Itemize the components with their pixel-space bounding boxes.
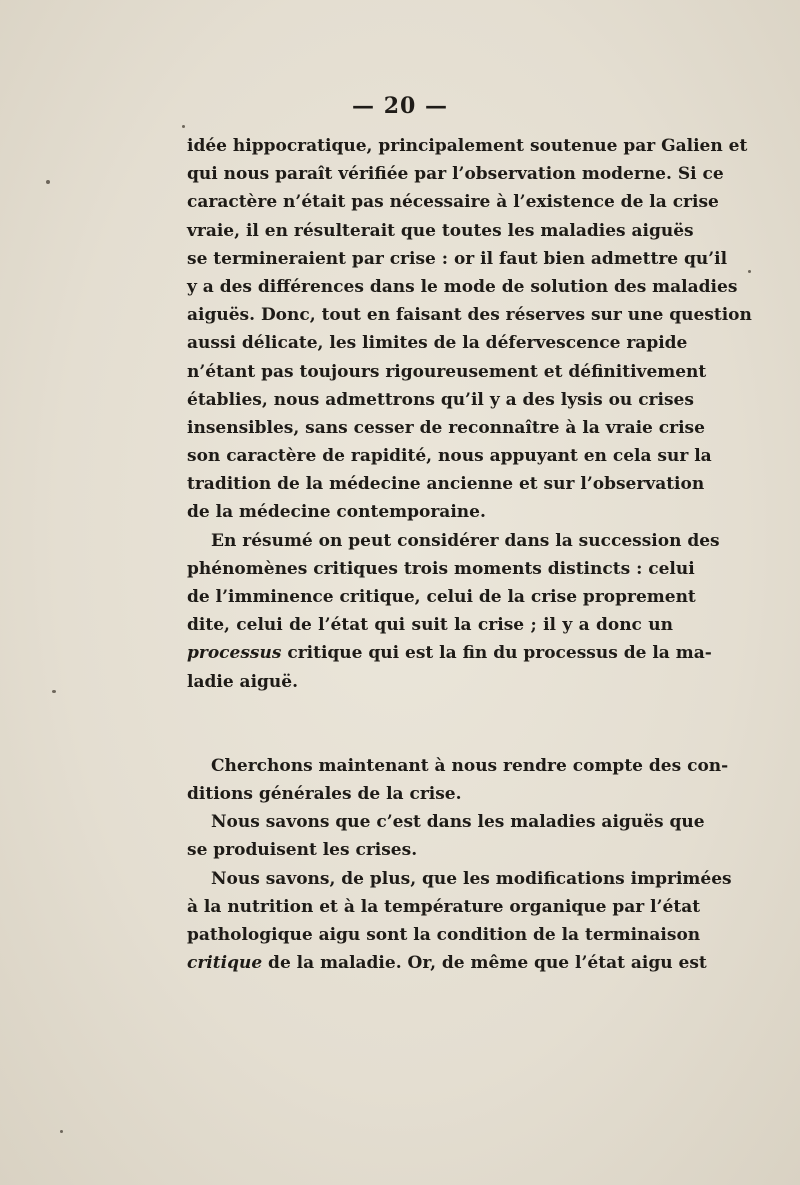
text-line: se produisent les crises. [187, 840, 418, 861]
text-line [187, 949, 707, 977]
text-line: tradition de la médecine ancienne et sur l’observation [187, 474, 705, 495]
text-segment: critique qui est la fin du processus de la ma- [281, 643, 712, 664]
paper-speck [46, 180, 50, 184]
text-line: qui nous paraît vérifiée par l’observation moderne. Si ce [187, 164, 724, 185]
text-line: pathologique aigu sont la condition de la terminaison [187, 924, 701, 945]
text-line: ladie aiguë. [187, 671, 299, 692]
italic-word: critique [187, 953, 263, 974]
paper-speck [60, 1130, 63, 1133]
paragraph-gap [187, 696, 673, 752]
text-line: Cherchons maintenant à nous rendre compte des con- [211, 755, 729, 776]
italic-word: processus [187, 643, 282, 664]
text-line: ditions générales de la crise. [187, 783, 462, 804]
paper-speck [182, 125, 185, 128]
text-line: phénomènes critiques trois moments distincts : celui [187, 558, 695, 579]
text-line: caractère n’était pas nécessaire à l’existence de la crise [187, 192, 719, 213]
text-line: se termineraient par crise : or il faut bien admettre qu’il [187, 248, 728, 269]
text-line: son caractère de rapidité, nous appuyant en cela sur la [187, 446, 712, 467]
text-line: En résumé on peut considérer dans la succession des [211, 530, 720, 551]
text-line: idée hippocratique, principalement soutenue par Galien et [187, 136, 748, 156]
text-line: dite, celui de l’état qui suit la crise ; il y a donc un [187, 615, 673, 636]
text-line: à la nutrition et à la température organique par l’état [187, 896, 701, 917]
page-number: — 20 — [352, 93, 448, 119]
text-line: Nous savons que c’est dans les maladies aiguës que [211, 812, 705, 833]
text-line: de l’imminence critique, celui de la crise proprement [187, 587, 696, 607]
paper-speck [52, 690, 56, 693]
text-line [187, 639, 712, 667]
text-line: n’étant pas toujours rigoureusement et définitivement [187, 361, 707, 382]
text-line: vraie, il en résulterait que toutes les maladies aiguës [187, 220, 694, 241]
paper-speck [748, 270, 751, 273]
text-line: insensibles, sans cesser de reconnaître à la vraie crise [187, 417, 705, 438]
text-line: établies, nous admettrons qu’il y a des lysis ou crises [187, 389, 694, 410]
text-line: Nous savons, de plus, que les modifications imprimées [211, 868, 732, 889]
text-line: aussi délicate, les limites de la défervescence rapide [187, 333, 688, 354]
text-line: y a des différences dans le mode de solution des maladies [187, 276, 738, 297]
text-line: de la médecine contemporaine. [187, 502, 486, 523]
text-segment: de la maladie. Or, de même que l’état aigu est [262, 953, 707, 974]
text-line: aiguës. Donc, tout en faisant des réserves sur une question [187, 305, 752, 326]
page-body [187, 132, 752, 977]
